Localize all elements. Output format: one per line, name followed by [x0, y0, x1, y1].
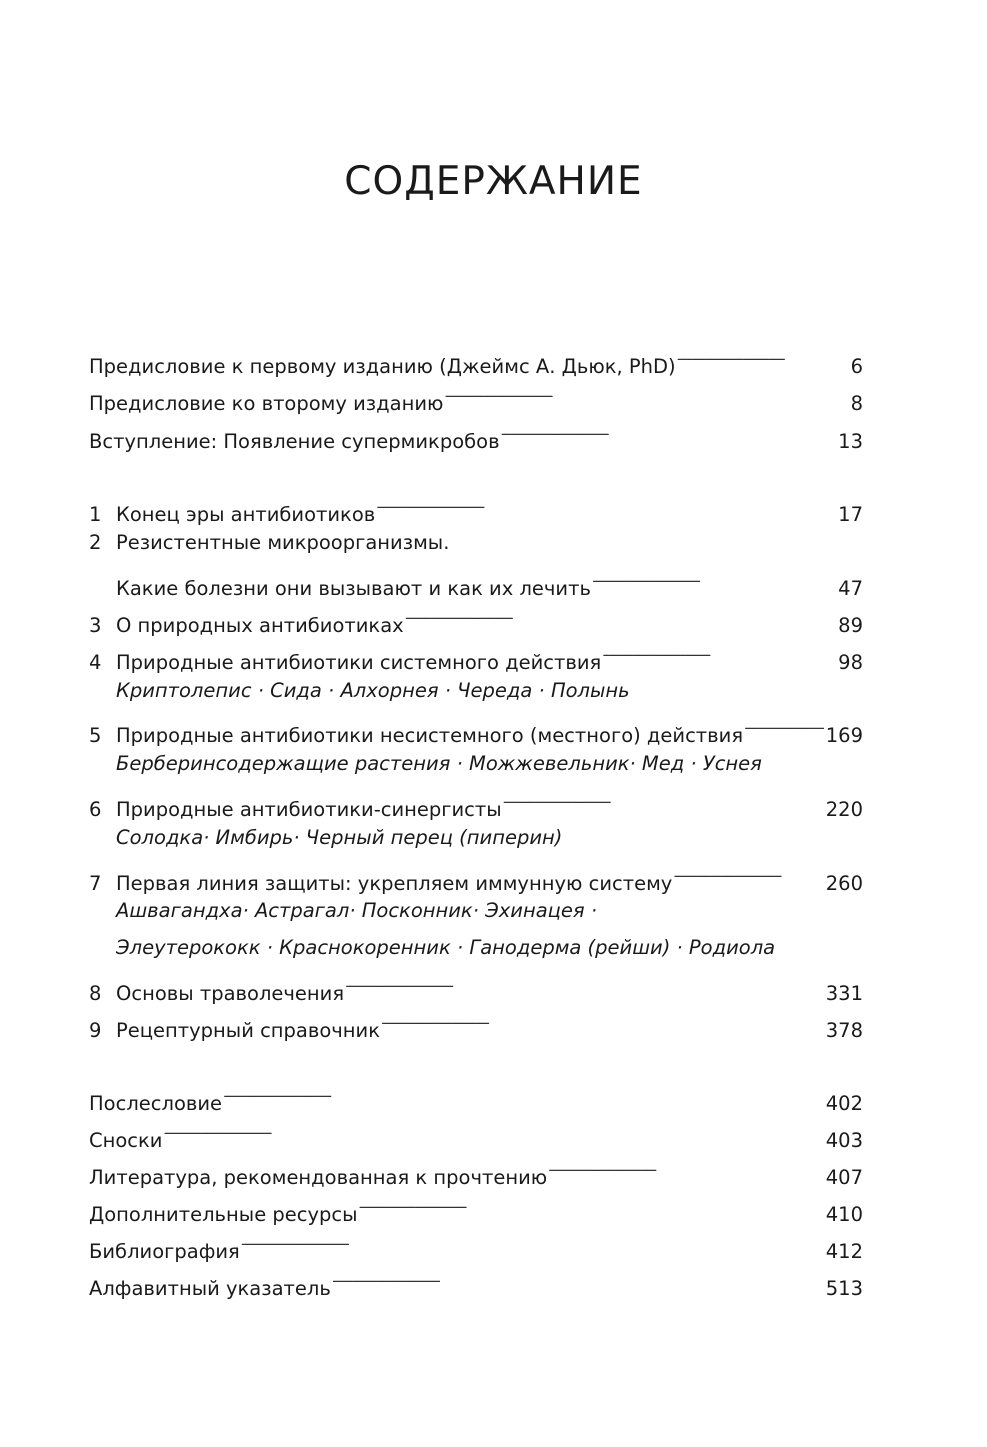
leader-dots [240, 1228, 824, 1258]
toc-page-number: 47 [838, 577, 863, 600]
toc-chapter-8[interactable] [89, 970, 863, 1005]
toc-page-number: 220 [825, 798, 863, 821]
chapter-number: 1 [89, 503, 102, 526]
chapter-number: 6 [89, 798, 102, 821]
toc-entry-label: Резистентные микроорганизмы. [116, 531, 450, 554]
toc-subtopics: Ашвагандха· Астрагал· Посконник· Эхинацея · [116, 899, 598, 922]
toc-page-number: 169 [825, 724, 863, 747]
toc-entry-label: Предисловие ко второму изданию [89, 392, 444, 415]
toc-entry-preface-second[interactable] [89, 380, 863, 415]
toc-entry-label: Библиография [89, 1240, 240, 1263]
chapter-number: 7 [89, 872, 102, 895]
toc-entry-label: Сноски [89, 1129, 163, 1152]
toc-page-number: 378 [825, 1019, 863, 1042]
toc-page-number: 410 [825, 1203, 863, 1226]
leader-dots [591, 565, 836, 595]
toc-chapter-6[interactable] [89, 786, 863, 821]
page-title: СОДЕРЖАНИЕ [344, 159, 643, 204]
leader-dots [443, 380, 844, 410]
toc-entry-label: Алфавитный указатель [89, 1277, 331, 1300]
toc-page-number: 331 [825, 982, 863, 1005]
toc-entry-recommended-reading[interactable] [89, 1154, 863, 1189]
leader-dots [676, 343, 849, 373]
leader-dots [344, 970, 824, 1000]
leader-dots [547, 1154, 824, 1184]
toc-entry-index[interactable] [89, 1265, 863, 1300]
leader-dots [358, 1191, 824, 1221]
leader-dots [672, 860, 815, 890]
toc-page-number: 260 [825, 872, 863, 895]
toc-chapter-2-continued[interactable] [89, 565, 863, 600]
toc-chapter-7-subtopics [89, 896, 863, 926]
chapter-number: 4 [89, 651, 102, 674]
leader-dots [601, 639, 836, 669]
toc-chapter-5-subtopics [89, 749, 863, 779]
toc-entry-label: Послесловие [89, 1092, 223, 1115]
toc-chapter-9[interactable] [89, 1007, 863, 1042]
toc-entry-introduction[interactable] [89, 418, 863, 453]
toc-entry-label: Какие болезни они вызывают и как их лечить [116, 577, 591, 600]
toc-chapter-3[interactable] [89, 602, 863, 637]
toc-page-number: 407 [825, 1166, 863, 1189]
leader-dots [375, 491, 836, 521]
toc-page-number: 13 [838, 430, 863, 453]
leader-dots [380, 1007, 824, 1037]
toc-entry-label: Природные антибиотики несистемного (местного) действия [116, 724, 744, 747]
chapter-number: 2 [89, 531, 102, 554]
toc-chapter-4-subtopics [89, 676, 863, 706]
leader-dots [743, 712, 824, 742]
toc-chapter-5[interactable] [89, 712, 863, 747]
toc-entry-label: Конец эры антибиотиков [116, 503, 376, 526]
toc-page-number: 402 [825, 1092, 863, 1115]
leader-dots [500, 418, 837, 448]
toc-subtopics: Солодка· Имбирь· Черный перец (пиперин) [116, 826, 563, 849]
leader-dots [331, 1265, 816, 1295]
toc-entry-label: Вступление: Появление супермикробов [89, 430, 500, 453]
toc-chapter-2[interactable] [89, 528, 863, 558]
toc-entry-label: Литература, рекомендованная к прочтению [89, 1166, 548, 1189]
toc-chapter-7[interactable] [89, 860, 863, 895]
toc-entry-label: Природные антибиотики-синергисты [116, 798, 502, 821]
toc-page-number: 6 [850, 355, 863, 378]
toc-chapter-4[interactable] [89, 639, 863, 674]
toc-page-number: 403 [825, 1129, 863, 1152]
toc-page-number: 8 [850, 392, 863, 415]
toc-entry-additional-resources[interactable] [89, 1191, 863, 1226]
toc-entry-afterword[interactable] [89, 1080, 863, 1115]
toc-page-number: 98 [838, 651, 863, 674]
leader-dots [222, 1080, 824, 1110]
toc-entry-bibliography[interactable] [89, 1228, 863, 1263]
toc-entry-label: О природных антибиотиках [116, 614, 404, 637]
toc-subtopics: Элеутерококк · Краснокоренник · Ганодерма (рейши) · Родиола [116, 936, 776, 959]
toc-page-number: 412 [825, 1240, 863, 1263]
toc-entry-label: Основы траволечения [116, 982, 345, 1005]
toc-chapter-7-subtopics-continued [89, 933, 863, 963]
toc-entry-footnotes[interactable] [89, 1117, 863, 1152]
toc-entry-label: Природные антибиотики системного действия [116, 651, 602, 674]
chapter-number: 9 [89, 1019, 102, 1042]
toc-entry-label: Первая линия защиты: укрепляем иммунную систему [116, 872, 673, 895]
toc-entry-label: Дополнительные ресурсы [89, 1203, 358, 1226]
toc-entry-label: Рецептурный справочник [116, 1019, 381, 1042]
toc-chapter-1[interactable] [89, 491, 863, 526]
leader-dots [162, 1117, 823, 1147]
chapter-number: 5 [89, 724, 102, 747]
leader-dots [404, 602, 836, 632]
leader-dots [502, 786, 816, 816]
toc-page-number: 89 [838, 614, 863, 637]
toc-subtopics: Криптолепис · Сида · Алхорнея · Череда · Полынь [116, 679, 630, 702]
toc-entry-preface-first[interactable] [89, 343, 863, 378]
chapter-number: 8 [89, 982, 102, 1005]
toc-page-number: 17 [838, 503, 863, 526]
toc-subtopics: Берберинсодержащие растения · Можжевельник· Мед · Уснея [116, 752, 762, 775]
toc-chapter-6-subtopics [89, 823, 863, 853]
toc-entry-label: Предисловие к первому изданию (Джеймс А. Дьюк, PhD) [89, 355, 676, 378]
toc-page-number: 513 [825, 1277, 863, 1300]
chapter-number: 3 [89, 614, 102, 637]
